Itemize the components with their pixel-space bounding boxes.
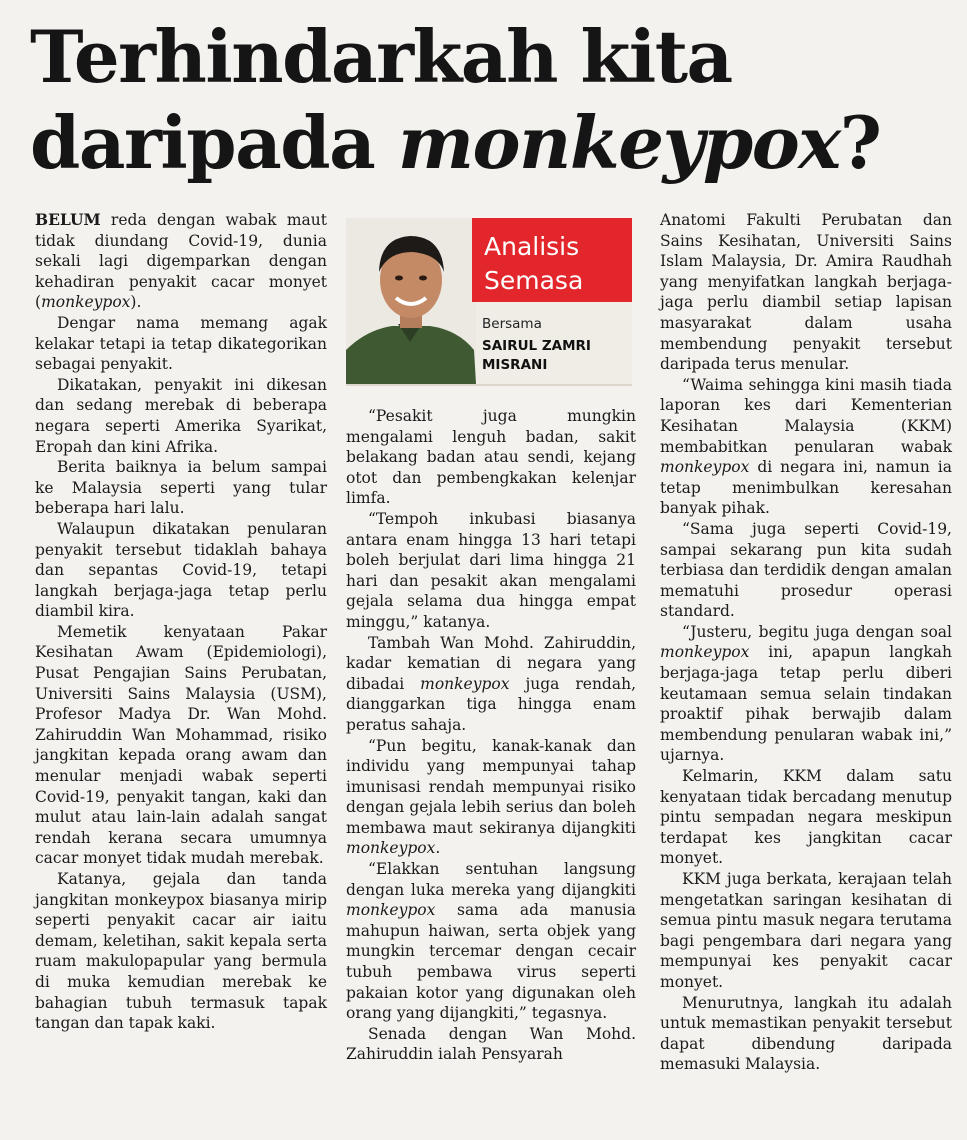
column-middle bbox=[346, 406, 636, 1065]
author-name bbox=[482, 337, 632, 375]
paragraph bbox=[35, 210, 327, 313]
keyword: monkeypox bbox=[420, 674, 510, 693]
paragraph: Dengar nama memang agak kelakar tetapi ia tetap dikategorikan sebagai penyakit. bbox=[35, 313, 327, 374]
paragraph bbox=[346, 633, 636, 736]
author-name-line2: MISRANI bbox=[482, 357, 548, 373]
banner-label-1: Analisis bbox=[484, 232, 580, 261]
headline-line2-keyword: monkeypox bbox=[397, 100, 840, 185]
keyword: monkeypox bbox=[660, 643, 750, 662]
paragraph: “Tempoh inkubasi biasanya antara enam hingga 13 hari tetapi boleh berjulat dari lima hingga 21 hari dan pesakit akan mengalami gejala selama dua hingga empat minggu,” katanya. bbox=[346, 509, 636, 631]
keyword: monkeypox bbox=[660, 458, 750, 477]
section-banner bbox=[472, 218, 632, 302]
text: juga rendah, dianggarkan tiga hingga enam peratus sahaja. bbox=[346, 674, 637, 734]
paragraph: Anatomi Fakulti Perubatan dan Sains Kesihatan, Universiti Sains Islam Malaysia, Dr. Amira Raudhah yang menyifatkan langkah berjaga-jaga perlu diambil setiap lapisan masyarakat dalam usaha membendung penyakit tersebut daripada terus menular. bbox=[660, 211, 952, 374]
keyword: monkeypox bbox=[41, 293, 131, 312]
column-right bbox=[660, 210, 952, 1075]
text: “Justeru, begitu juga dengan soal bbox=[682, 622, 952, 641]
paragraph: KKM juga berkata, kerajaan telah mengetatkan saringan kesihatan di semua pintu masuk negara terutama bagi pengembara dari negara yang mempunyai kes penyakit cacar monyet. bbox=[660, 870, 952, 991]
column-left bbox=[35, 210, 327, 1034]
paragraph bbox=[346, 859, 636, 1024]
text: . bbox=[435, 839, 441, 858]
paragraph: Katanya, gejala dan tanda jangkitan monkeypox biasanya mirip seperti penyakit cacar air iaitu demam, keletihan, sakit kepala serta ruam makulopapular yang bermula di muka kemudian merebak ke bahagian tubuh termasuk tapak tangan dan tapak kaki. bbox=[35, 870, 327, 1033]
columnist-box bbox=[346, 218, 632, 386]
paragraph bbox=[660, 375, 952, 519]
text: “Waima sehingga kini masih tiada laporan kes dari Kementerian Kesihatan Malaysia (KKM) membabitkan penularan wabak bbox=[660, 375, 952, 456]
with-label: Bersama bbox=[482, 316, 542, 332]
paragraph: Walaupun dikatakan penularan penyakit tersebut tidaklah bahaya dan sepantas Covid-19, tetapi langkah berjaga-jaga tetap perlu diambil kira. bbox=[35, 519, 327, 621]
headline-line2-end: ? bbox=[839, 100, 881, 185]
headline bbox=[30, 14, 950, 186]
paragraph: “Pesakit juga mungkin mengalami lenguh badan, sakit belakang badan atau sendi, kejang otot dan pembengkakan kelenjar limfa. bbox=[346, 407, 636, 508]
keyword: monkeypox bbox=[346, 901, 436, 920]
text: Tambah Wan Mohd. Zahiruddin, kadar kematian di negara yang dibadai bbox=[346, 633, 636, 693]
author-photo bbox=[346, 218, 476, 384]
text: reda dengan wabak maut tidak diundang Covid-19, dunia sekali lagi digemparkan dengan kehadiran penyakit cacar monyet ( bbox=[35, 211, 327, 312]
paragraph bbox=[660, 622, 952, 766]
headline-line2-start: daripada bbox=[30, 100, 398, 185]
paragraph: Dikatakan, penyakit ini dikesan dan sedang merebak di beberapa negara seperti Amerika Syarikat, Eropah dan kini Afrika. bbox=[35, 375, 327, 456]
text: di negara ini, namun ia tetap menimbulkan keresahan banyak pihak. bbox=[660, 458, 952, 518]
paragraph bbox=[346, 736, 636, 860]
author-name-line1: SAIRUL ZAMRI bbox=[482, 338, 591, 354]
paragraph: Menurutnya, langkah itu adalah untuk memastikan penyakit tersebut dapat dibendung daripada memasuki Malaysia. bbox=[660, 993, 952, 1074]
text: ini, apapun langkah berjaga-jaga tetap perlu diberi keutamaan semua selain tindakan proaktif pihak berwajib dalam membendung penularan wabak ini,” ujarnya. bbox=[660, 643, 952, 765]
paragraph: Kelmarin, KKM dalam satu kenyataan tidak bercadang menutup pintu sempadan negara meskipun terdapat kes jangkitan cacar monyet. bbox=[660, 767, 952, 868]
lead-word: BELUM bbox=[35, 210, 101, 229]
paragraph: Memetik kenyataan Pakar Kesihatan Awam (Epidemiologi), Pusat Pengajian Sains Perubatan, Universiti Sains Malaysia (USM), Profesor Madya Dr. Wan Mohd. Zahiruddin Wan Mohammad, risiko jangkitan kepada orang awam dan menular menjadi wabak seperti Covid-19, penyakit tangan, kaki dan mulut atau lain-lain adalah sangat rendah kerana secara umumnya cacar monyet tidak mudah merebak. bbox=[35, 622, 327, 868]
text: sama ada manusia mahupun haiwan, serta objek yang mungkin tercemar dengan cecair tubuh pembawa virus seperti pakaian kotor yang digunakan oleh orang yang dijangkiti,” tegasnya. bbox=[346, 901, 636, 1023]
headline-line1: Terhindarkah kita bbox=[30, 14, 732, 99]
keyword: monkeypox bbox=[346, 839, 436, 858]
paragraph: “Sama juga seperti Covid-19, sampai sekarang pun kita sudah terbiasa dan terdidik dengan amalan mematuhi prosedur operasi standard. bbox=[660, 519, 952, 621]
text: ). bbox=[130, 293, 142, 312]
banner-label-2: Semasa bbox=[484, 266, 584, 295]
paragraph: Berita baiknya ia belum sampai ke Malaysia seperti yang tular beberapa hari lalu. bbox=[35, 458, 327, 518]
paragraph: Senada dengan Wan Mohd. Zahiruddin ialah Pensyarah bbox=[346, 1024, 636, 1064]
text: “Elakkan sentuhan langsung dengan luka mereka yang dijangkiti bbox=[346, 860, 636, 899]
text: “Pun begitu, kanak-kanak dan individu yang mempunyai tahap imunisasi rendah mempunyai risiko dengan gejala lebih serius dan boleh membawa maut sekiranya dijangkiti bbox=[346, 736, 636, 837]
